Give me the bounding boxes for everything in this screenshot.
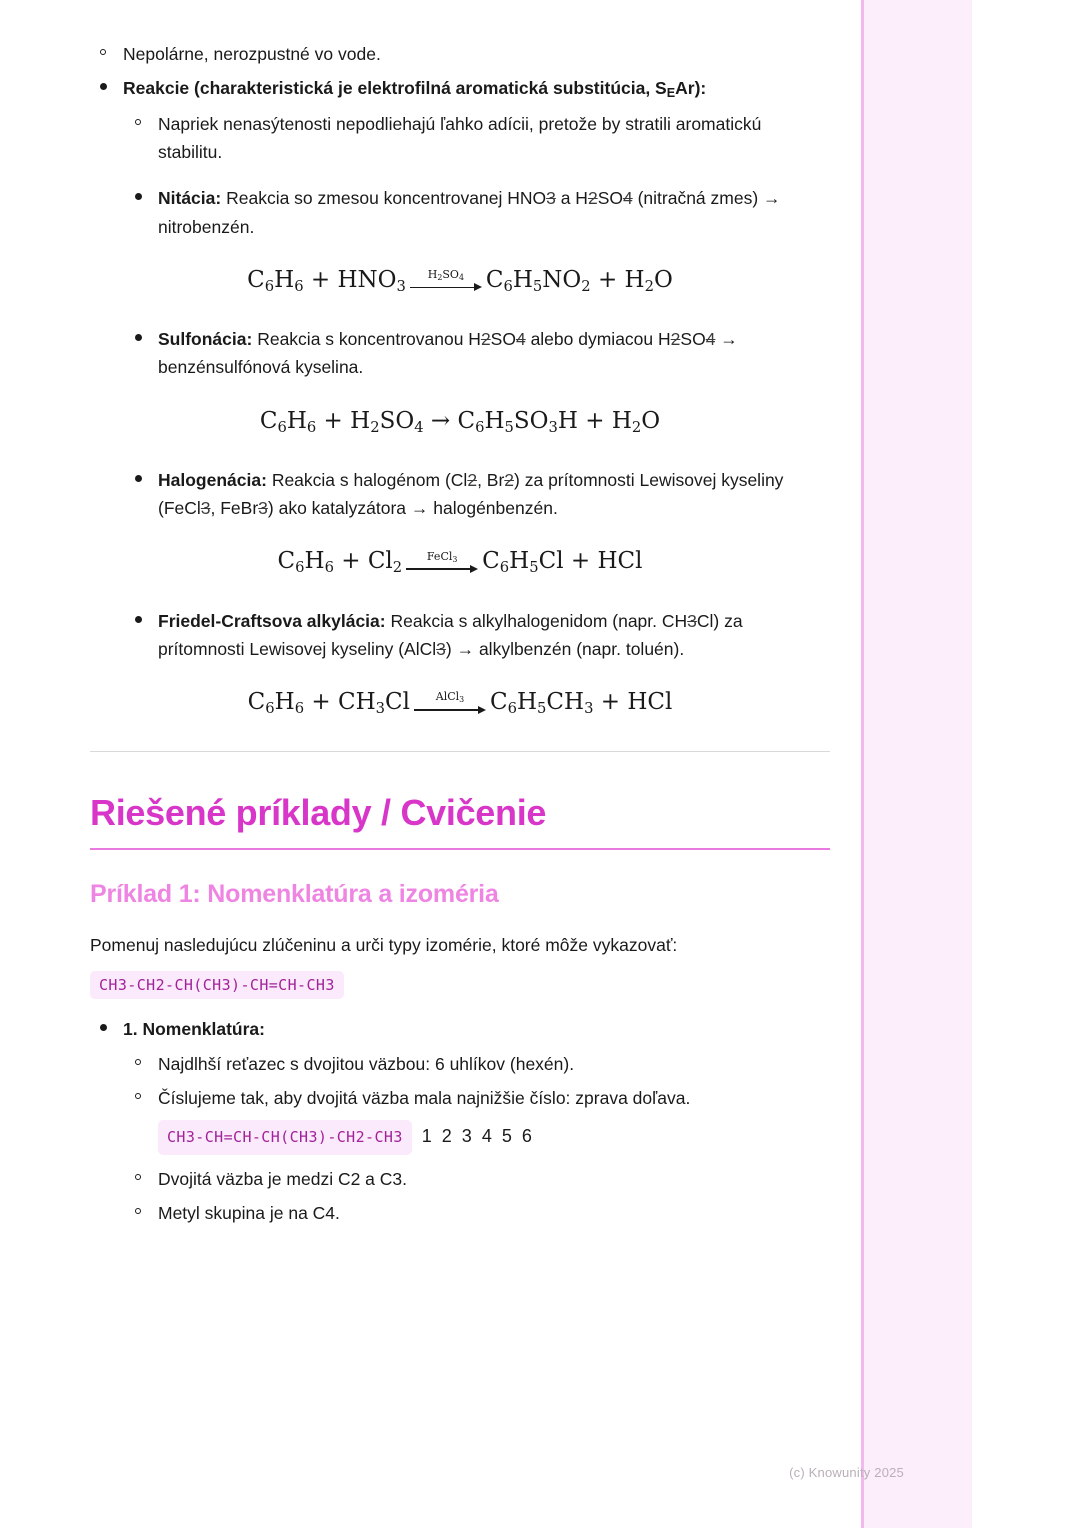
- reactions-heading-text: Reakcie (charakteristická je elektrofilná aromatická substitúcia, S: [123, 78, 667, 99]
- eq-sub: 6: [265, 700, 275, 718]
- disc-bullet-icon: [135, 334, 142, 341]
- page-title: Riešené príklady / Cvičenie: [90, 792, 547, 834]
- reaction-text-b: a H: [555, 188, 588, 209]
- reaction-sub-d: 4: [705, 328, 716, 349]
- circle-bullet-icon: [135, 1059, 141, 1065]
- eq-sub: 3: [375, 700, 386, 718]
- subsection-title: Príklad 1: Nomenklatúra a izoméria: [90, 880, 499, 909]
- eq-token: C: [247, 689, 266, 716]
- halogenacia-block: [125, 466, 830, 523]
- reaction-sub-b: 2: [504, 469, 515, 490]
- list-item: [125, 607, 830, 664]
- list-item: [125, 1165, 830, 1193]
- list-item-label: Dvojitá väzba je medzi C2 a C3.: [158, 1168, 407, 1189]
- reaction-sub-b: 3: [436, 638, 446, 659]
- eq-token: Cl: [385, 689, 410, 716]
- catalyst-token: SO: [442, 267, 459, 281]
- circle-bullet-icon: [100, 49, 106, 55]
- eq-token: C: [259, 407, 278, 434]
- eq-token: H: [286, 407, 307, 434]
- eq-sub: 5: [537, 700, 547, 718]
- eq-token: + H: [590, 266, 645, 293]
- catalyst-token: AlCl: [435, 690, 460, 704]
- list-item: [125, 1084, 830, 1155]
- list-item: [90, 40, 830, 68]
- equation-nitracia: [90, 267, 830, 295]
- eq-token: O: [653, 266, 673, 293]
- list-item-label: Najdlhší reťazec s dvojitou väzbou: 6 uhlíkov (hexén).: [158, 1053, 575, 1074]
- eq-token: C: [485, 266, 504, 293]
- circle-bullet-icon: [135, 1093, 141, 1099]
- eq-sub: 6: [324, 559, 334, 577]
- numbered-chemical-formula: CH3-CH=CH-CH(CH3)-CH2-CH3: [158, 1120, 412, 1154]
- nitracia-block: [125, 184, 830, 241]
- list-item: [125, 110, 830, 167]
- eq-sub: 5: [532, 277, 543, 295]
- eq-token: + Cl: [333, 548, 393, 575]
- reaction-sub-b: 4: [515, 328, 526, 349]
- list-item-label: Napriek nenasýtenosti nepodliehajú ľahko adícii, pretože by stratili aromatickú stabilitu.: [158, 113, 762, 162]
- eq-token: C: [482, 548, 500, 575]
- eq-sub: 5: [529, 559, 539, 577]
- reaction-text-d: SO: [680, 328, 706, 349]
- eq-token: Cl: [538, 548, 564, 575]
- disc-bullet-icon: [135, 475, 142, 482]
- title-underline: [90, 848, 830, 850]
- eq-token: H: [516, 689, 538, 716]
- eq-token: H: [509, 548, 530, 575]
- circle-bullet-icon: [135, 1174, 141, 1180]
- eq-sub: 6: [294, 277, 304, 295]
- disc-bullet-icon: [135, 193, 142, 200]
- disc-bullet-icon: [135, 616, 142, 623]
- eq-token: CH: [546, 689, 585, 716]
- disc-bullet-icon: [100, 1024, 107, 1031]
- reaction-text-a: Reakcia s alkylhalogenidom (napr. CH: [390, 610, 688, 631]
- section-divider: [90, 751, 830, 752]
- reaction-text-e: ) ako katalyzátora → halogénbenzén.: [267, 498, 558, 519]
- catalyst-sub: 2: [437, 272, 443, 282]
- reactions-sublist: [125, 110, 830, 167]
- eq-token: NO: [542, 266, 582, 293]
- eq-sub: 2: [644, 277, 654, 295]
- catalyst-token: H: [427, 267, 438, 281]
- reaction-text-a: Reakcia s koncentrovanou H: [257, 328, 481, 349]
- reaction-text-c: ) za prítomnosti Lewisovej kyseliny (FeCl: [158, 469, 784, 519]
- equation-halogenacia: [90, 548, 830, 576]
- reaction-text-d: , FeBr: [210, 498, 259, 519]
- sulfonacia-block: [125, 325, 830, 382]
- eq-sub: 2: [392, 559, 403, 577]
- reaction-text-a: Reakcia so zmesou koncentrovanej HNO: [226, 188, 547, 209]
- page-side-divider: [861, 0, 864, 1528]
- reaction-text-c: SO: [597, 188, 623, 209]
- catalyst-sub: 3: [459, 695, 465, 705]
- circle-bullet-icon: [135, 119, 141, 125]
- numbered-formula-row: [158, 1120, 830, 1154]
- reaction-name: Sulfonácia:: [158, 328, 253, 349]
- nomenclature-list: [90, 1015, 830, 1043]
- copyright-watermark: (c) Knowunity 2025: [789, 1465, 904, 1480]
- reaction-sub-a: 3: [687, 610, 697, 631]
- equation-friedel-crafts: [90, 689, 830, 717]
- eq-sub: 2: [581, 277, 591, 295]
- eq-token: H: [484, 407, 505, 434]
- eq-sub: 6: [294, 700, 305, 718]
- chemical-formula: CH3-CH2-CH(CH3)-CH=CH-CH3: [90, 971, 344, 999]
- eq-token: + H: [316, 407, 371, 434]
- reaction-arrow-icon: [410, 269, 482, 293]
- eq-token: C: [489, 689, 508, 716]
- eq-token: H: [557, 407, 578, 434]
- list-item: [90, 1015, 830, 1043]
- catalyst-sub: 4: [458, 272, 464, 282]
- formula-block: [90, 971, 830, 999]
- eq-token: SO: [513, 407, 549, 434]
- disc-bullet-icon: [100, 83, 107, 90]
- reaction-text-a: Reakcia s halogénom (Cl: [271, 469, 468, 490]
- eq-sub: 6: [277, 418, 287, 436]
- eq-sub: 6: [499, 559, 510, 577]
- eq-token: SO: [379, 407, 415, 434]
- reaction-sub-d: 3: [258, 498, 268, 519]
- reaction-text-e: → benzénsulfónová kyselina.: [158, 328, 738, 378]
- eq-token: H: [304, 548, 325, 575]
- nomenclature-steps: [125, 1050, 830, 1228]
- list-item: [125, 1199, 830, 1227]
- list-item-label: Nepolárne, nerozpustné vo vode.: [123, 44, 381, 64]
- intro-list: [90, 40, 830, 68]
- reactions-heading-subscript: E: [666, 86, 676, 101]
- eq-token: + HCl: [593, 689, 673, 716]
- reactions-heading-tail: Ar):: [675, 78, 707, 99]
- reaction-text-b: Cl) za prítomnosti Lewisovej kyseliny (AlCl: [158, 610, 743, 659]
- eq-token: H: [274, 266, 295, 293]
- reaction-text-b: , Br: [477, 469, 505, 490]
- reaction-sub-a: 3: [546, 188, 556, 209]
- circle-bullet-icon: [135, 1208, 141, 1214]
- reaction-sub-c: 2: [670, 328, 681, 349]
- eq-sub: 6: [475, 418, 485, 436]
- reaction-name: Nitácia:: [158, 188, 222, 209]
- reaction-arrow-icon: [414, 691, 486, 715]
- friedel-crafts-block: [125, 607, 830, 664]
- eq-sub: 3: [548, 418, 558, 436]
- eq-sub: 6: [306, 418, 317, 436]
- list-item: [125, 1050, 830, 1078]
- equation-sulfonacia: [90, 408, 830, 436]
- eq-token: + HNO: [303, 266, 397, 293]
- reaction-name: Friedel-Craftsova alkylácia:: [158, 610, 386, 631]
- eq-token: C: [277, 548, 296, 575]
- eq-token: + CH: [304, 689, 376, 716]
- list-item-label: Číslujeme tak, aby dvojitá väzba mala najnižšie číslo: zprava doľava.: [158, 1088, 691, 1109]
- eq-token: + HCl: [563, 548, 643, 575]
- eq-token: O: [641, 407, 661, 434]
- eq-token: C: [247, 266, 265, 293]
- list-item: [125, 325, 830, 382]
- eq-sub: 6: [295, 559, 305, 577]
- page-side-decoration: [864, 0, 972, 1528]
- eq-sub: 3: [396, 277, 406, 295]
- reaction-name: Halogenácia:: [158, 469, 267, 490]
- reaction-arrow-icon: →: [423, 407, 458, 434]
- eq-sub: 4: [414, 418, 424, 436]
- eq-sub: 2: [370, 418, 380, 436]
- eq-sub: 3: [584, 700, 594, 718]
- eq-sub: 5: [504, 418, 514, 436]
- reaction-text-d: (nitračná zmes) → nitrobenzén.: [158, 188, 781, 237]
- eq-sub: 6: [264, 277, 275, 295]
- list-item-label: Metyl skupina je na C4.: [158, 1203, 340, 1224]
- nomenclature-heading: 1. Nomenklatúra:: [123, 1019, 265, 1040]
- list-item: [125, 466, 830, 523]
- eq-token: + H: [577, 407, 632, 434]
- eq-sub: 2: [631, 418, 642, 436]
- reactions-list: [90, 74, 830, 103]
- reaction-text-c: alebo dymiacou H: [525, 328, 671, 349]
- eq-sub: 6: [503, 277, 513, 295]
- reaction-sub-a: 2: [467, 469, 478, 490]
- exercise-prompt: Pomenuj nasledujúcu zlúčeninu a urči typy izomérie, ktoré môže vykazovať:: [90, 935, 678, 956]
- reaction-text-c: ) → alkylbenzén (napr. toluén).: [445, 638, 685, 659]
- list-item: [125, 184, 830, 241]
- catalyst-sub: 3: [452, 554, 458, 564]
- reaction-arrow-icon: [406, 551, 478, 575]
- eq-token: C: [457, 407, 476, 434]
- document-content: [90, 40, 830, 1233]
- reaction-sub-c: 4: [622, 188, 633, 209]
- reaction-sub-c: 3: [200, 498, 211, 519]
- eq-sub: 6: [507, 700, 517, 718]
- reaction-sub-b: 2: [587, 188, 598, 209]
- reactions-heading-item: [90, 74, 830, 103]
- carbon-numbering: 1 2 3 4 5 6: [421, 1126, 535, 1147]
- reaction-sub-a: 2: [480, 328, 491, 349]
- eq-token: H: [512, 266, 533, 293]
- reaction-text-b: SO: [490, 328, 516, 349]
- catalyst-token: FeCl: [426, 549, 453, 563]
- eq-token: H: [274, 689, 295, 716]
